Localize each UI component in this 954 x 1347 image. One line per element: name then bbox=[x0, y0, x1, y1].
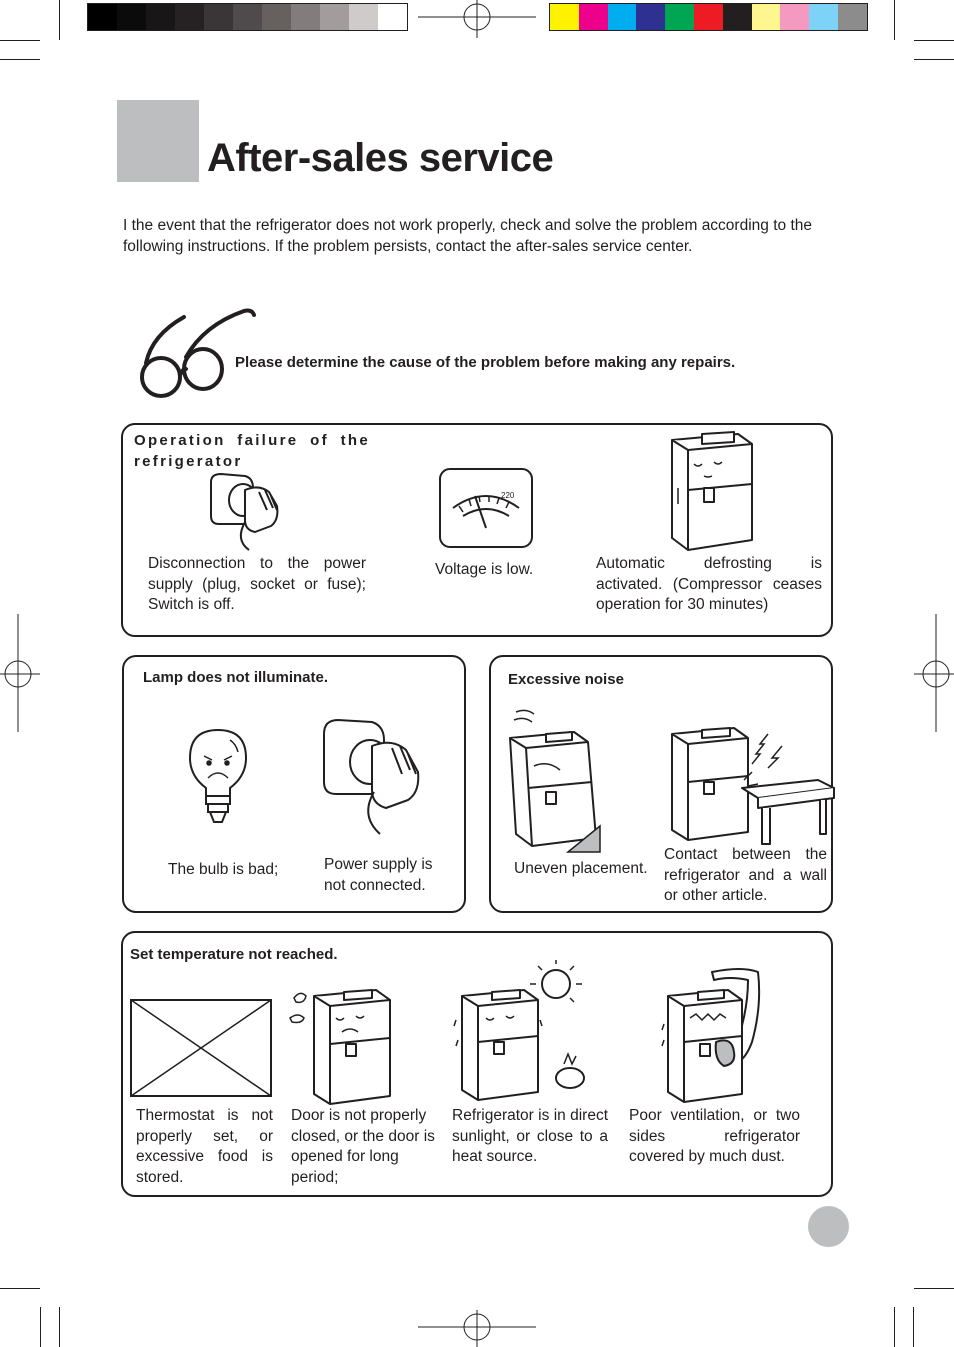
plug-socket-icon bbox=[205, 470, 285, 552]
calibration-swatch bbox=[550, 4, 579, 30]
fridge-in-sun-icon bbox=[452, 960, 588, 1104]
operation-caption-defrost: Automatic defrosting is activated. (Compressor ceases operation for 30 minutes) bbox=[596, 555, 822, 613]
operation-caption-power: Disconnection to the power supply (plug, socket or fuse); Switch is off. bbox=[148, 555, 366, 613]
registration-mark-left bbox=[0, 614, 40, 732]
glasses-icon bbox=[134, 305, 259, 400]
tilted-fridge-icon bbox=[508, 704, 604, 854]
noise-caption-contact: Contact between the refrigerator and a wall or other article. bbox=[664, 846, 827, 904]
calibration-swatch bbox=[146, 4, 175, 30]
noise-title: Excessive noise bbox=[508, 671, 624, 688]
registration-mark-right bbox=[914, 614, 954, 732]
calibration-swatch bbox=[752, 4, 781, 30]
calibration-swatch bbox=[838, 4, 867, 30]
calibration-swatch bbox=[320, 4, 349, 30]
calibration-swatch bbox=[378, 4, 407, 30]
intro-paragraph: I the event that the refrigerator does not work properly, check and solve the problem according to the following instructions. If the problem persists, contact the after-sales service center. bbox=[123, 217, 812, 255]
calibration-swatch bbox=[636, 4, 665, 30]
sleeping-fridge-icon bbox=[668, 428, 758, 552]
calibration-swatch bbox=[175, 4, 204, 30]
calibration-swatch bbox=[809, 4, 838, 30]
voltmeter-label: 220 bbox=[501, 491, 515, 500]
operation-caption-voltage: Voltage is low. bbox=[435, 561, 534, 578]
calibration-swatch bbox=[608, 4, 637, 30]
calibration-swatch bbox=[349, 4, 378, 30]
lamp-caption-power: Power supply is not connected. bbox=[324, 856, 433, 894]
calibration-swatch bbox=[665, 4, 694, 30]
lamp-caption-bulb: The bulb is bad; bbox=[168, 861, 279, 878]
temperature-caption-ventilation: Poor ventilation, or two sides refrigerator covered by much dust. bbox=[629, 1107, 800, 1165]
temperature-caption-thermostat: Thermostat is not properly set, or excessive food is stored. bbox=[136, 1107, 273, 1186]
calibration-swatch bbox=[694, 4, 723, 30]
title-accent-block bbox=[117, 100, 199, 182]
registration-mark-bottom bbox=[418, 1310, 536, 1347]
temperature-caption-sunlight: Refrigerator is in direct sunlight, or close to a heat source. bbox=[452, 1107, 608, 1165]
calibration-swatch bbox=[579, 4, 608, 30]
calibration-swatch bbox=[204, 4, 233, 30]
fridge-touching-table-icon bbox=[668, 724, 836, 848]
registration-mark-top bbox=[418, 0, 536, 40]
calibration-swatch bbox=[117, 4, 146, 30]
calibration-swatch bbox=[233, 4, 262, 30]
plug-socket-icon bbox=[320, 716, 424, 836]
voltmeter-icon bbox=[439, 468, 533, 548]
temperature-caption-door: Door is not properly closed, or the door is opened for long period; bbox=[291, 1107, 435, 1186]
operation-failure-title: Operation failure of the refrigerator bbox=[134, 432, 370, 470]
color-calibration-bar bbox=[549, 3, 868, 31]
page-title: After-sales service bbox=[207, 136, 554, 180]
calibration-swatch bbox=[780, 4, 809, 30]
notice-text: Please determine the cause of the problem before making any repairs. bbox=[235, 354, 736, 371]
dusty-fridge-icon bbox=[662, 966, 766, 1104]
fridge-door-open-icon bbox=[286, 986, 398, 1106]
calibration-swatch bbox=[291, 4, 320, 30]
calibration-swatch bbox=[262, 4, 291, 30]
noise-caption-uneven: Uneven placement. bbox=[514, 860, 648, 877]
temperature-title: Set temperature not reached. bbox=[130, 946, 338, 963]
calibration-swatch bbox=[723, 4, 752, 30]
sad-bulb-icon bbox=[186, 728, 250, 826]
image-placeholder-icon bbox=[130, 999, 272, 1097]
page-number-dot bbox=[808, 1206, 849, 1247]
lamp-title: Lamp does not illuminate. bbox=[143, 669, 329, 686]
gray-calibration-bar bbox=[87, 3, 408, 31]
calibration-swatch bbox=[88, 4, 117, 30]
